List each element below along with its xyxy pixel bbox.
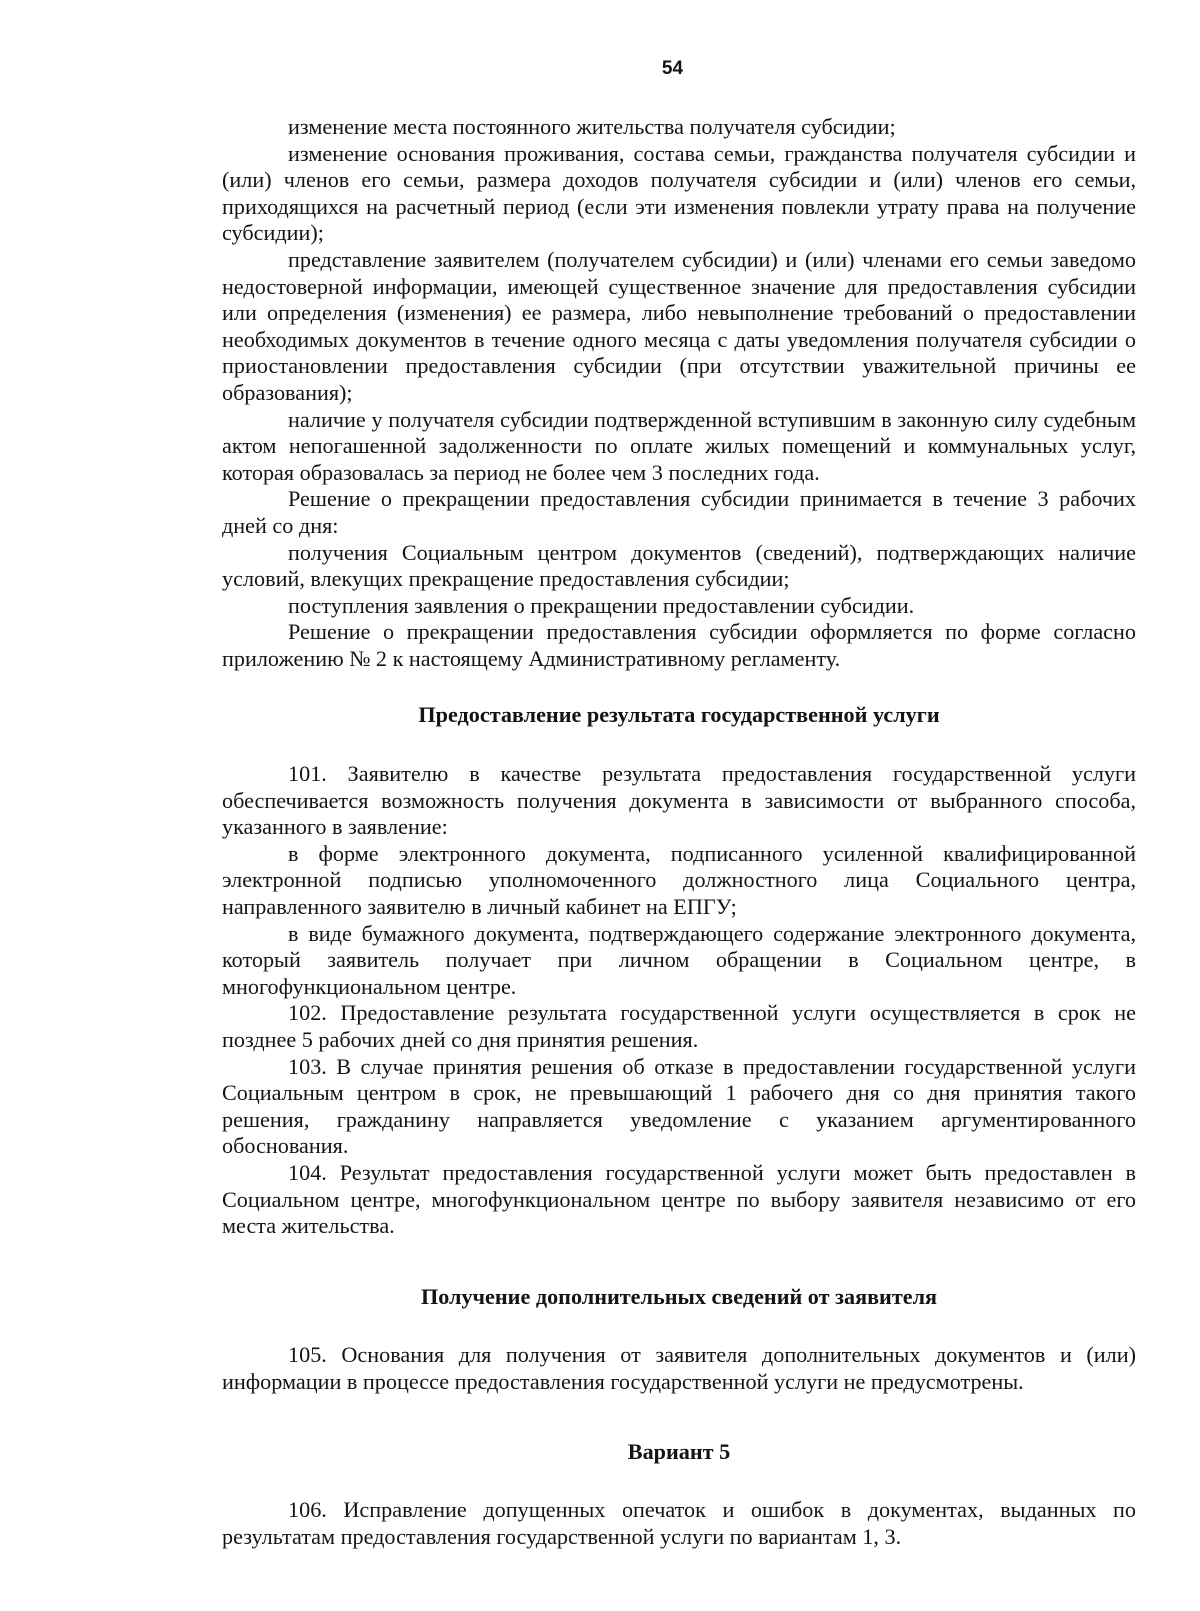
paragraph: представление заявителем (получателем субсидии) и (или) членами его семьи заведомо недостоверной информации, имеющей существенное значение для предоставления субсидии или определения (изменения) ее размера, либо невыполнение требований о предоставлении необходимых документов в течение одного месяца с даты уведомления получателя субсидии о приостановлении предоставления субсидии (при отсутствии уважительной причины ее образования); bbox=[222, 246, 1136, 405]
paragraph: 106. Исправление допущенных опечаток и ошибок в документах, выданных по результатам предоставления государственной услуги по вариантам 1, 3. bbox=[222, 1497, 1136, 1549]
document-body bbox=[222, 114, 1136, 1550]
section-heading: Предоставление результата государственной услуги bbox=[418, 702, 940, 728]
paragraph: 101. Заявителю в качестве результата предоставления государственной услуги обеспечивается возможность получения документа в зависимости от выбранного способа, указанного в заявление: bbox=[222, 761, 1136, 840]
paragraph: в виде бумажного документа, подтверждающего содержание электронного документа, который заявитель получает при личном обращении в Социальном центре, в многофункциональном центре. bbox=[222, 920, 1136, 999]
paragraph: изменение места постоянного жительства получателя субсидии; bbox=[288, 114, 896, 139]
paragraph: получения Социальным центром документов (сведений), подтверждающих наличие условий, влекущих прекращение предоставления субсидии; bbox=[222, 539, 1136, 592]
paragraph: поступления заявления о прекращении предоставлении субсидии. bbox=[288, 592, 915, 618]
paragraph: Решение о прекращении предоставления субсидии принимается в течение 3 рабочих дней со дня: bbox=[222, 486, 1136, 538]
paragraph: 103. В случае принятия решения об отказе в предоставлении государственной услуги Социальным центром в срок, не превышающий 1 рабочего дня со дня принятия такого решения, гражданину направляется уведомление с указанием аргументированного обоснования. bbox=[222, 1053, 1136, 1159]
paragraph: 102. Предоставление результата государственной услуги осуществляется в срок не позднее 5 рабочих дней со дня принятия решения. bbox=[222, 1000, 1136, 1052]
paragraph: 104. Результат предоставления государственной услуги может быть предоставлен в Социальном центре, многофункциональном центре по выбору заявителя независимо от его места жительства. bbox=[222, 1159, 1136, 1239]
section-heading: Вариант 5 bbox=[627, 1438, 731, 1464]
page-number: 54 bbox=[661, 58, 684, 79]
section-heading: Получение дополнительных сведений от заявителя bbox=[420, 1283, 938, 1309]
paragraph: 105. Основания для получения от заявителя дополнительных документов и (или) информации в процессе предоставления государственной услуги не предусмотрены. bbox=[222, 1342, 1136, 1394]
paragraph: Решение о прекращении предоставления субсидии оформляется по форме согласно приложению № 2 к настоящему Административному регламенту. bbox=[222, 619, 1136, 671]
paragraph: наличие у получателя субсидии подтвержденной вступившим в законную силу судебным актом непогашенной задолженности по оплате жилых помещений и коммунальных услуг, которая образовалась за период не более чем 3 последних года. bbox=[222, 406, 1136, 485]
paragraph: в форме электронного документа, подписанного усиленной квалифицированной электронной подписью уполномоченного должностного лица Социального центра, направленного заявителю в личный кабинет на ЕПГУ; bbox=[222, 840, 1136, 920]
paragraph: изменение основания проживания, состава семьи, гражданства получателя субсидии и (или) членов его семьи, размера доходов получателя субсидии и (или) членов его семьи, приходящихся на расчетный период (если эти изменения повлекли утрату права на получение субсидии); bbox=[222, 140, 1136, 246]
